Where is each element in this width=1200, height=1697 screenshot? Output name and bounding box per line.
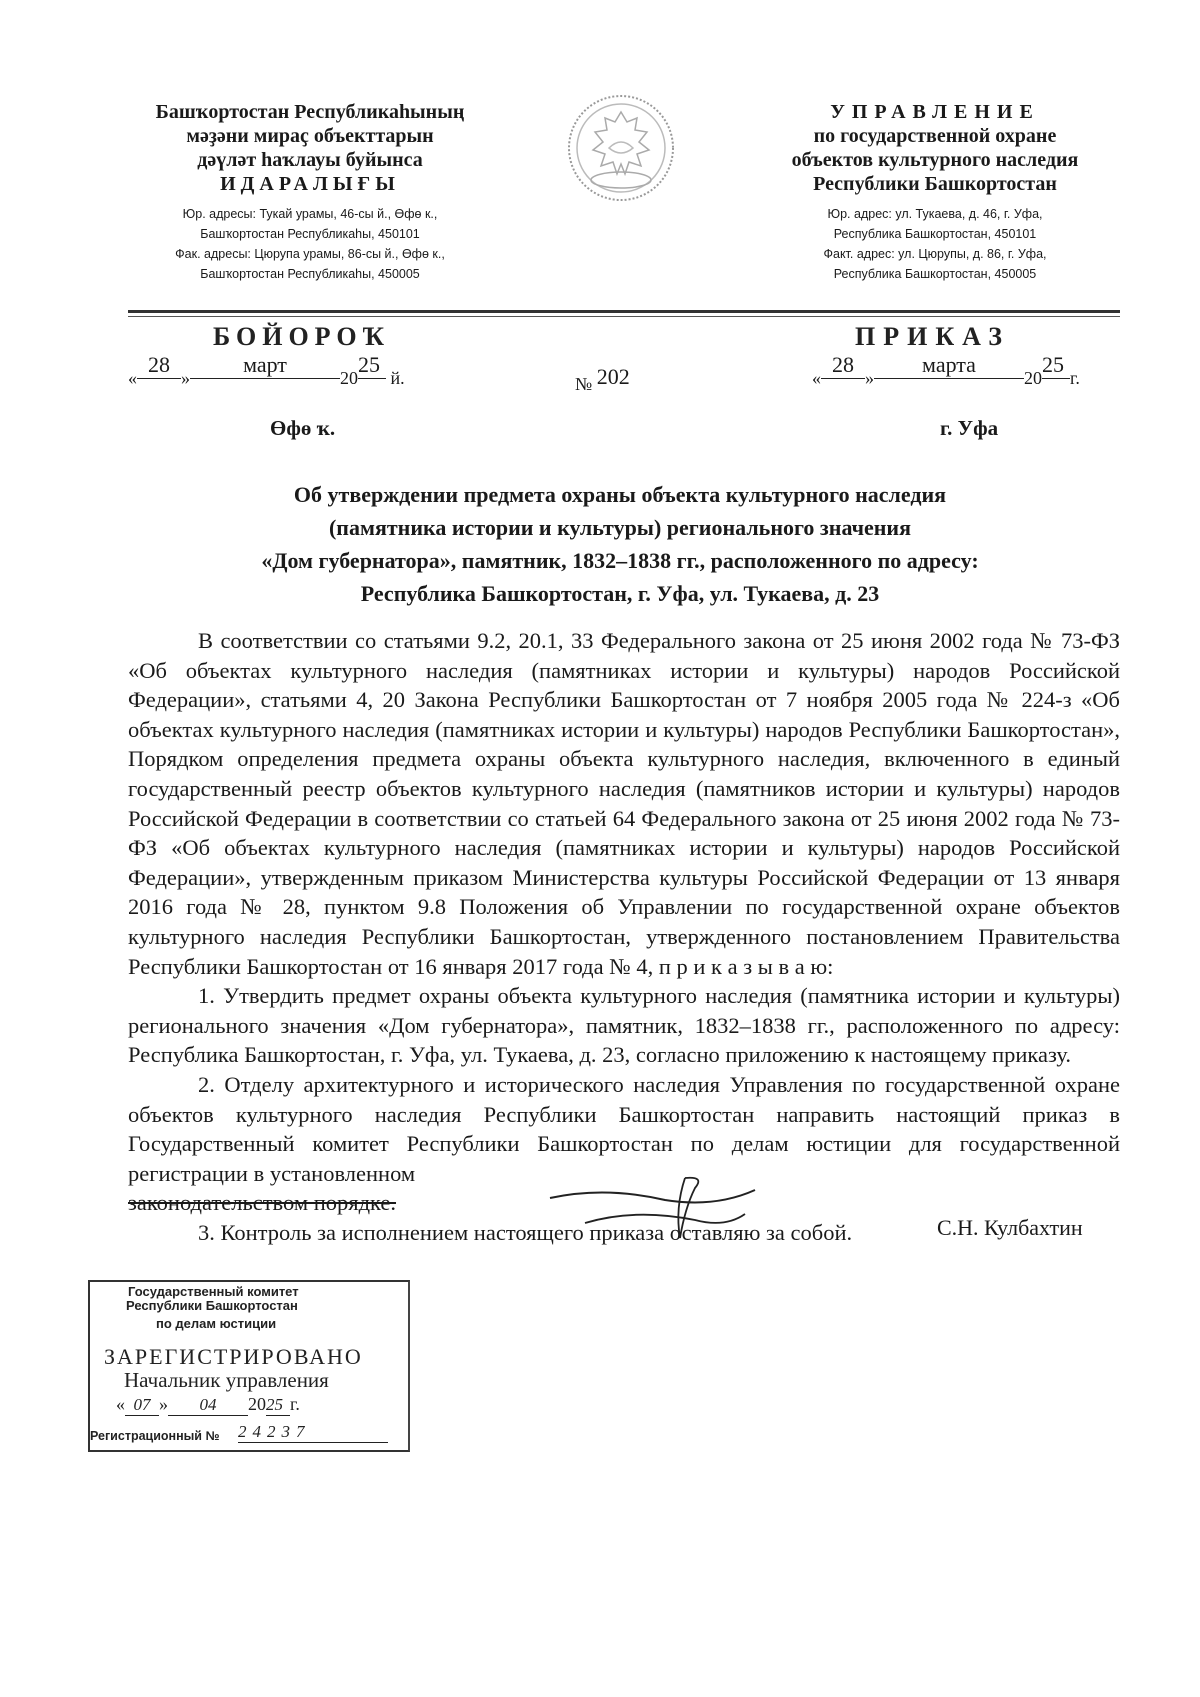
body-paragraph: 2. Отделу архитектурного и исторического наследия Управления по государственной охране объектов культурного наследия Республики Башкортостан направить настоящий приказ в Государственный комитет Республики Башкортостан по делам юстиции для государственной регистрации в установленном [128, 1071, 1120, 1186]
address-block [110, 204, 510, 284]
address-line: Башҡортостан Республикаһы, 450005 [200, 267, 420, 281]
date-month: марта [874, 352, 1024, 379]
stamp-line: Государственный комитет [128, 1284, 299, 1299]
city-bashkir: Өфө ҡ. [270, 416, 336, 440]
header-divider-thin [128, 316, 1120, 317]
header-left-bashkir [110, 100, 510, 284]
date-year: 25 [1042, 352, 1070, 379]
stamp-line: Республики Башкортостан [126, 1298, 298, 1313]
stamp-line: по делам юстиции [156, 1316, 277, 1331]
org-name-line: объектов культурного наследия [791, 149, 1079, 171]
registration-stamp [88, 1280, 410, 1452]
doc-title-bashkir: БОЙОРОҠ [213, 322, 391, 351]
header-right-russian [760, 100, 1110, 284]
date-month: март [190, 352, 340, 379]
date-right: «28»марта2025г. [812, 352, 1080, 388]
stamp-date: « 07 » 04 2025 г. [116, 1394, 300, 1414]
stamp-year: 25 [266, 1395, 290, 1416]
header-divider [128, 310, 1120, 313]
address-line: Республика Башкортостан, 450005 [833, 267, 1037, 281]
stamp-reg-label: Регистрационный № [90, 1429, 220, 1443]
stamp-registered: ЗАРЕГИСТРИРОВАНО [104, 1344, 363, 1369]
body-paragraph-tail: законодательством порядке. [128, 1190, 397, 1216]
org-name-line: мәҙәни мираҫ объекттарын [186, 125, 434, 147]
org-name-line: по государственной охране [813, 125, 1057, 147]
org-name-line: Башҡортостан Республикаһының [155, 101, 465, 123]
order-number [575, 364, 630, 396]
date-left: «28»март2025 й. [128, 352, 405, 388]
address-line: Юр. адрес: ул. Тукаева, д. 46, г. Уфа, [827, 207, 1043, 221]
org-name-title: ИДАРАЛЫҒЫ [220, 173, 400, 195]
stamp-reg-number: 24237 [238, 1422, 388, 1443]
coat-of-arms-icon [565, 92, 677, 204]
stamp-month: 04 [168, 1395, 248, 1416]
body-paragraph: 1. Утвердить предмет охраны объекта культурного наследия (памятника истории и культуры) регионального значения «Дом губернатора», памятник, 1832–1838 гг., расположенного по адресу: Республика Башкортостан, г. Уфа, ул. Тукаева, д. 23, согласно приложению к настоящему приказу. [128, 983, 1120, 1068]
address-line: Республика Башкортостан, 450101 [833, 227, 1037, 241]
address-block [760, 204, 1110, 284]
date-year: 25 [358, 352, 386, 379]
date-day: 28 [821, 352, 865, 379]
city-russian: г. Уфа [940, 416, 999, 440]
doc-title-russian: ПРИКАЗ [855, 322, 1011, 351]
address-line: Башҡортостан Республикаһы, 450101 [200, 227, 420, 241]
document-subject: Об утверждении предмета охраны объекта культурного наследия (памятника истории и культуры) регионального значения «Дом губернатора», памятник, 1832–1838 гг., расположенного по адресу: Республика Башкортостан, г. Уфа, ул. Тукаева, д. 23 [261, 482, 979, 606]
signature-icon [545, 1168, 765, 1248]
org-name-line: дәүләт һаҡлауы буйынса [197, 149, 423, 171]
signatory-name: С.Н. Кулбахтин [937, 1215, 1083, 1240]
stamp-head: Начальник управления [124, 1368, 329, 1392]
address-line: Юр. адресы: Тукай урамы, 46-сы й., Өфө к., [182, 207, 438, 221]
org-name-line: Республики Башкортостан [813, 173, 1057, 195]
date-day: 28 [137, 352, 181, 379]
body-paragraph: В соответствии со статьями 9.2, 20.1, 33 Федерального закона от 25 июня 2002 года № 73-ФЗ «Об объектах культурного наследия (памятниках истории и культуры) народов Российской Федерации», статьями 4, 20 Закона Республики Башкортостан от 7 ноября 2005 года № 224-з «Об объектах культурного наследия (памятниках истории и культуры) народов Республики Башкортостан», Порядком определения предмета охраны объекта культурного наследия, включенного в единый государственный реестр объектов культурного наследия (памятников истории и культуры) народов Российской Федерации в соответствии со статьей 64 Федерального закона от 25 июня 2002 года № 73-ФЗ «Об объектах культурного наследия (памятниках истории и культуры) народов Российской Федерации», утвержденным приказом Министерства культуры Российской Федерации от 13 января 2016 года № 28, пунктом 9.8 Положения об Управлении по государственной охране объектов культурного наследия Республики Башкортостан, утвержденного постановлением Правительства Республики Башкортостан от 16 января 2017 года № 4, п р и к а з ы в а ю: [128, 628, 1120, 979]
address-line: Фак. адресы: Цюрупа урамы, 86-сы й., Өфө к., [175, 247, 445, 261]
stamp-day: 07 [125, 1395, 159, 1416]
address-line: Факт. адрес: ул. Цюрупы, д. 86, г. Уфа, [823, 247, 1047, 261]
org-name-title: УПРАВЛЕНИЕ [830, 101, 1040, 123]
number-value: 202 [596, 364, 630, 389]
document-body [128, 626, 1120, 1247]
number-sign: № [575, 374, 593, 394]
body-paragraph: 3. Контроль за исполнением настоящего приказа оставляю за собой. [198, 1219, 853, 1245]
